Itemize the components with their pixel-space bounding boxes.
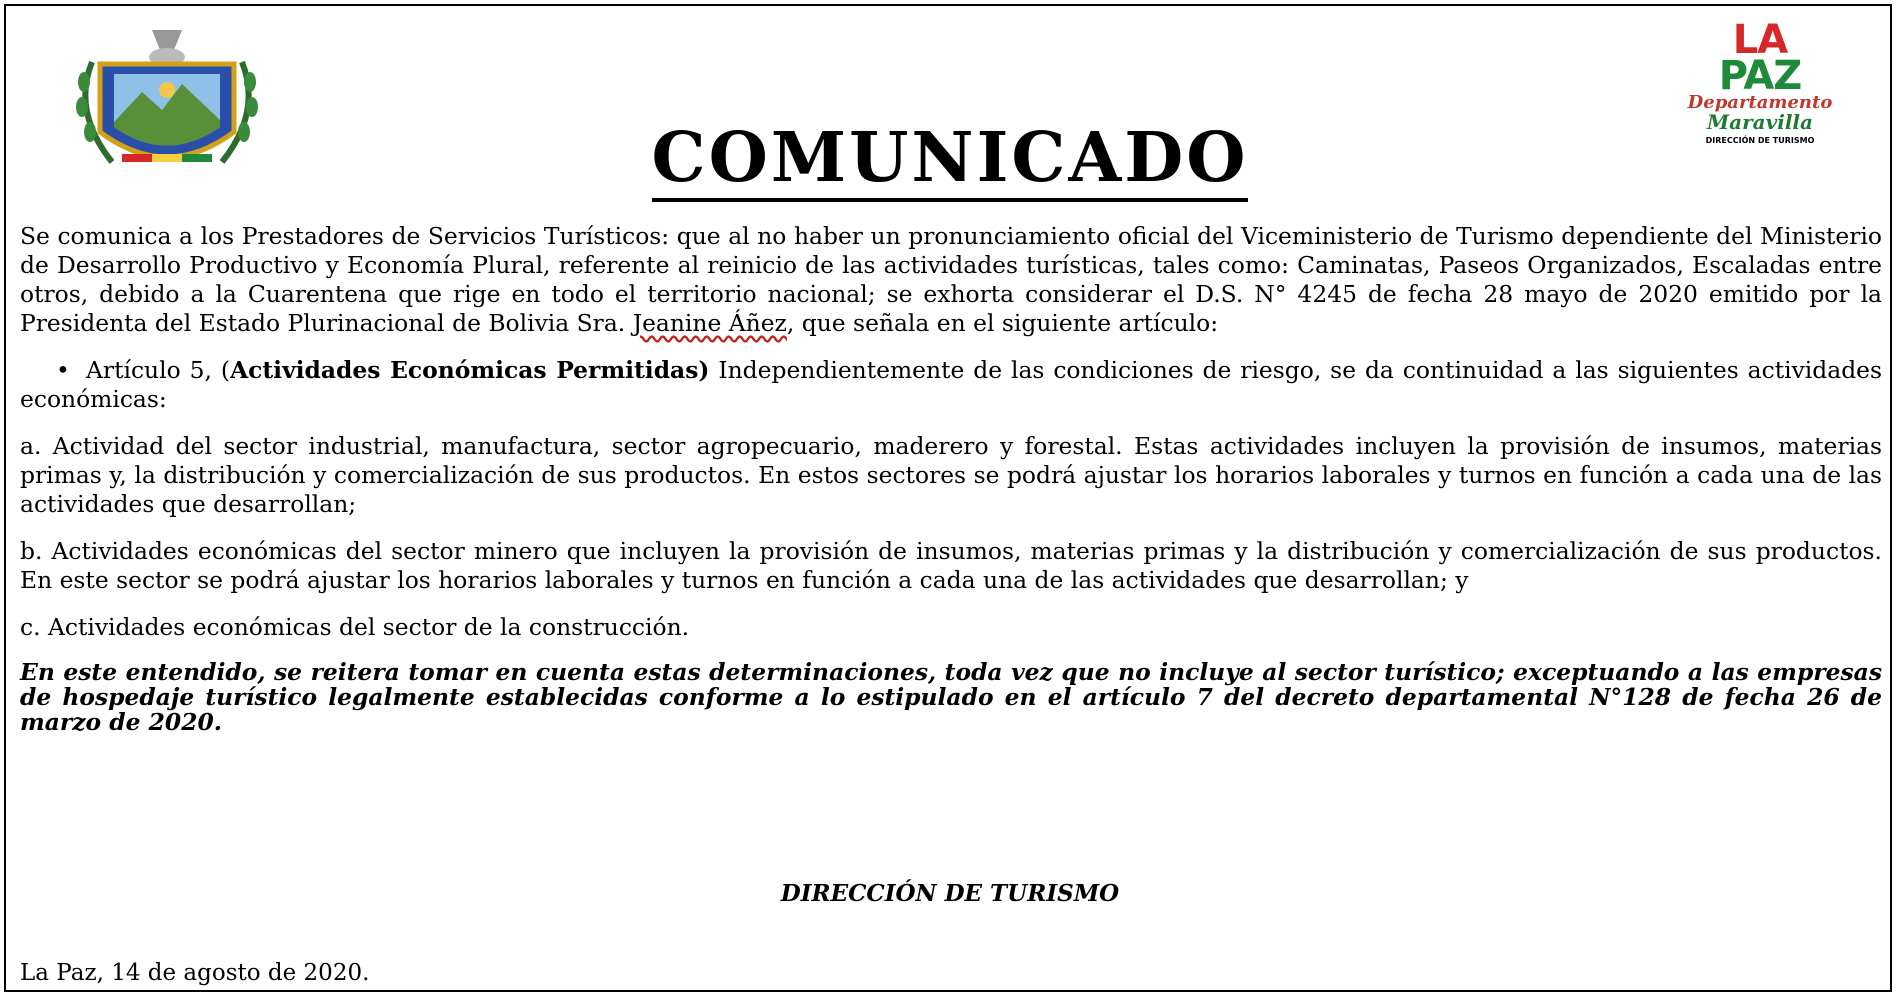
article-heading: Actividades Económicas Permitidas) [229,356,710,384]
article-text: Artículo 5, ( [86,356,230,384]
closing-paragraph: En este entendido, se reitera tomar en cuenta estas determinaciones, toda vez que no incluye al sector turístico; exceptuando a las empresas de hospedaje turístico legalmente establecidas conforme a lo estipulado en el artículo 7 del decreto departamental N°128 de fecha 26 de marzo de 2020. [20,658,1882,736]
intro-text-end: , que señala en el siguiente artículo: [786,309,1219,337]
article-paragraph [20,356,1882,414]
logo-line-la: LA [1732,17,1788,63]
intro-text: Se comunica a los Prestadores de Servicios Turísticos: que al no haber un pronunciamiento oficial del Viceministerio de Turismo dependiente del Ministerio de Desarrollo Productivo y Economía Plural, referente al reinicio de las actividades turísticas, tales como: Caminatas, Paseos Organizados, Escaladas entre otros, debido a la Cuarentena que rige en todo el territorio nacional; se exhorta considerar el D.S. N° 4245 de fecha 28 mayo de 2020 emitido por la Presidenta del Estado Plurinacional de Bolivia Sra. [20,222,1882,337]
page-title-text: COMUNICADO [652,118,1249,202]
page-title [0,118,1900,198]
document-body [20,222,1882,753]
item-c: c. Actividades económicas del sector de la construcción. [20,613,690,641]
item-a: a. Actividad del sector industrial, manufactura, sector agropecuario, maderero y forestal. Estas actividades incluyen la provisión de insumos, materias primas y, la distribución y comercialización de sus productos. En estos sectores se podrá ajustar los horarios laborales y turnos en función a cada una de las actividades que desarrollan; [20,432,1882,518]
issue-date: La Paz, 14 de agosto de 2020. [20,960,370,986]
logo-line-departamento: Departamento [1687,92,1833,113]
logo-line-maravilla: Maravilla [1707,110,1813,134]
intro-paragraph [20,222,1882,338]
logo-line-direccion: DIRECCIÓN DE TURISMO [1705,136,1815,145]
item-b: b. Actividades económicas del sector minero que incluyen la provisión de insumos, materias primas y la distribución y comercialización de sus productos. En este sector se podrá ajustar los horarios laborales y turnos en función a cada una de las actividades que desarrollan; y [20,537,1882,594]
article-text-end: Independientemente de las condiciones de riesgo, se da continuidad a las siguientes actividades económicas: [20,356,1883,413]
logo-line-paz: PAZ [1718,53,1802,99]
signature: DIRECCIÓN DE TURISMO [780,880,1120,907]
bullet-icon: • [56,356,70,384]
intro-name: Jeanine Áñez [632,309,787,337]
